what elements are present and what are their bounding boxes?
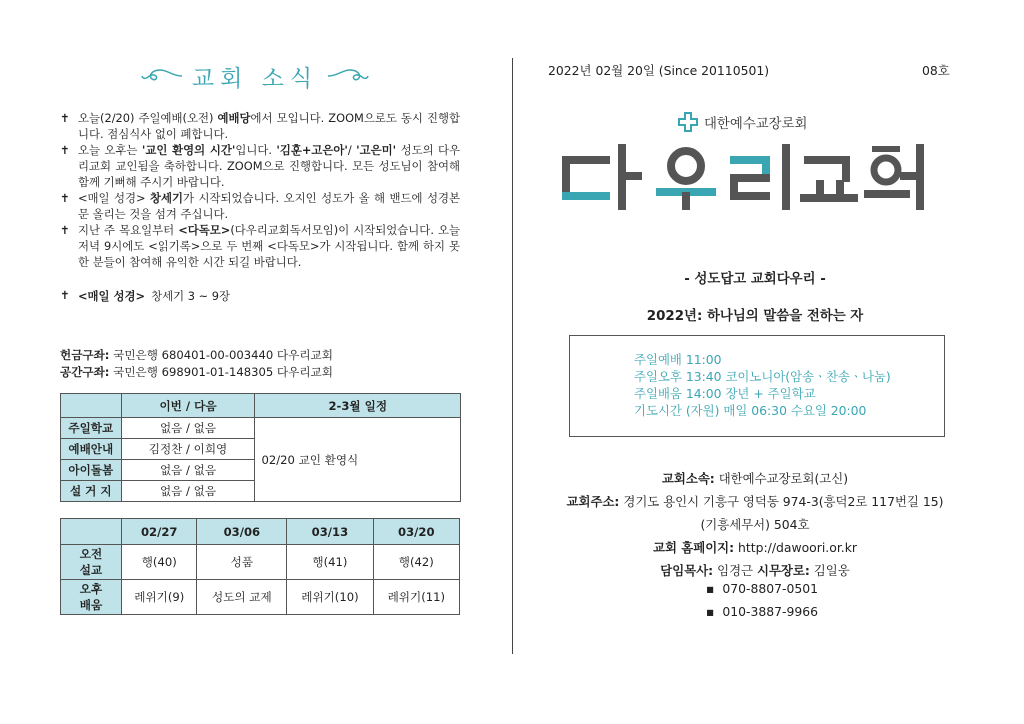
sermon-schedule-table	[60, 518, 460, 615]
table-row: 오전 설교 행(40) 성품 행(41) 행(42)	[61, 545, 460, 580]
news-text: 오늘(2/20) 주일예배(오전) 예배당에서 모입니다. ZOOM으로도 동시 진행합니다. 점심식사 없이 폐합니다.	[78, 111, 461, 141]
offering-account: 헌금구좌: 국민은행 680401-00-003440 다우리교회	[60, 348, 333, 362]
news-text: <매일 성경> 창세기가 시작되었습니다. 오지인 성도가 올 해 밴드에 성경본문 올리는 것을 섬겨 주십니다.	[78, 191, 460, 221]
duty-schedule-table	[60, 393, 461, 502]
affiliation: 교회소속: 대한예수교장로회(고신)	[661, 471, 849, 486]
news-item	[60, 222, 460, 270]
cross-bullet-icon: ✝	[60, 191, 70, 205]
list-item: 주일예배 11:00	[634, 352, 722, 367]
daily-bible-text: 창세기 3 ~ 9장	[151, 289, 230, 303]
denomination	[678, 112, 807, 132]
cross-bullet-icon: ✝	[60, 288, 70, 302]
schedule-event: 02/20 교인 환영식	[255, 418, 461, 502]
daily-bible	[60, 288, 230, 304]
list-item: 주일배움 14:00 장년 + 주일학교	[634, 386, 816, 401]
news-text: 오늘 오후는 '교인 환영의 시간'입니다. '김훈+고은아'/ '고은미' 성도의 다우리교회 교인됨을 축하합니다. ZOOM으로 진행합니다. 모든 성도님이 참여해 함께 기뻐해 주시기 바랍니다.	[78, 143, 460, 189]
list-item: 주일오후 13:40 코이노니아(암송ㆍ찬송ㆍ나눔)	[634, 369, 891, 384]
cross-bullet-icon: ✝	[60, 111, 70, 125]
homepage: 교회 홈페이지: http://dawoori.or.kr	[653, 540, 857, 555]
table-row: 오후 배움 레위기(9) 성도의 교제 레위기(10) 레위기(11)	[61, 580, 460, 615]
table-row: 주일학교 없음 / 없음 02/20 교인 환영식	[61, 418, 461, 439]
news-title: 교회 소식	[191, 65, 319, 92]
slogan: - 성도답고 교회다우리 -	[684, 272, 826, 287]
issue-number: 08호	[922, 63, 950, 78]
table-header-row: 02/27 03/06 03/13 03/20	[61, 519, 460, 545]
denomination-name: 대한예수교장로회	[704, 116, 808, 132]
church-info	[540, 467, 970, 582]
address: 교회주소: 경기도 용인시 기흥구 영덕동 974-3(흥덕2로 117번길 15)	[566, 494, 944, 509]
table-row: 예배안내 김정찬 / 이희영	[61, 439, 461, 460]
news-item	[60, 190, 460, 222]
phone-number: ▪ 070-8807-0501	[706, 577, 818, 600]
news-title-block	[130, 58, 380, 94]
homepage-link[interactable]: http://dawoori.or.kr	[738, 540, 857, 555]
space-account: 공간구좌: 국민은행 698901-01-148305 다우리교회	[60, 365, 333, 379]
church-logo	[560, 142, 940, 212]
address-line-2: (기흥세무서) 504호	[700, 517, 810, 532]
pastors: 담임목사: 임경근 시무장로: 김일웅	[660, 563, 850, 578]
year-theme: 2022년: 하나님의 말씀을 전하는 자	[646, 309, 864, 324]
phone-number: ▪ 010-3887-9966	[706, 600, 818, 623]
phone-list	[706, 577, 818, 623]
swirl-ornament-left-icon	[140, 67, 184, 85]
cross-logo-icon	[678, 112, 698, 132]
news-text: 지난 주 목요일부터 <다독모>(다우리교회독서모임)이 시작되었습니다. 오늘 저녁 9시에도 <읽기록>으로 두 번째 <다독모>가 시작됩니다. 함께 하지 못한 분들이 참여해 유익한 시간 되길 바랍니다.	[78, 223, 460, 269]
news-item	[60, 142, 460, 190]
bulletin-date: 2022년 02월 20일 (Since 20110501)	[548, 63, 770, 78]
cross-bullet-icon: ✝	[60, 143, 70, 157]
table-header-row: 이번 / 다음 2-3월 일정	[61, 394, 461, 418]
daily-bible-label: <매일 성경>	[78, 289, 146, 303]
news-item	[60, 110, 460, 142]
table-row: 설 거 지 없음 / 없음	[61, 481, 461, 502]
cross-bullet-icon: ✝	[60, 223, 70, 237]
page-divider	[512, 58, 513, 654]
list-item: 기도시간 (자원) 매일 06:30 수요일 20:00	[634, 403, 867, 418]
worship-times-box	[569, 335, 945, 437]
swirl-ornament-right-icon	[326, 67, 370, 85]
table-row: 아이돌봄 없음 / 없음	[61, 460, 461, 481]
bank-accounts	[60, 347, 333, 381]
news-list	[60, 110, 460, 270]
